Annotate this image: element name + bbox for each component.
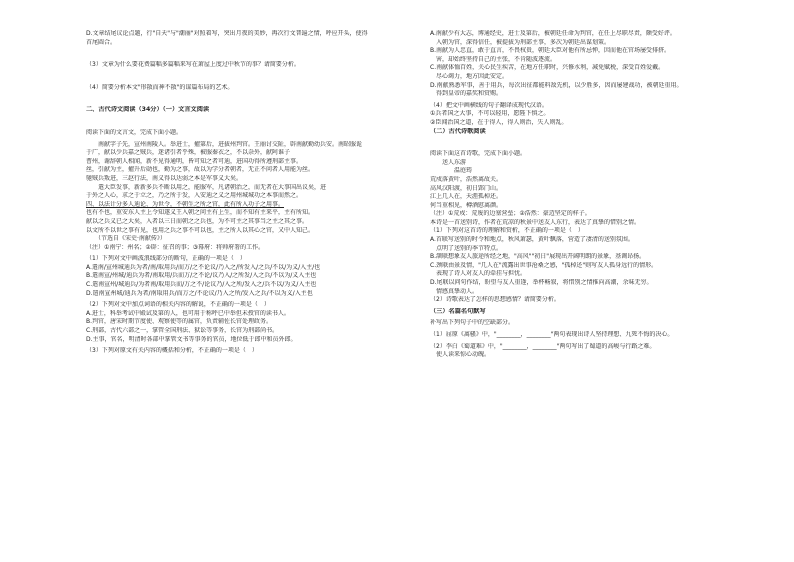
section-heading: （二）古代诗歌阅读 (430, 127, 486, 135)
section-heading: 二、古代诗文阅读（34分）（一）文言文阅读 (86, 106, 210, 114)
text-line: ②臣闻治国之道，在于得人，得人则治，失人则乱。 (430, 118, 568, 126)
text-line: 使人读来惊心动魄。 (430, 351, 491, 359)
text-line: 南献字子先，宣州南陵人。举进士，擢第后，进拔州判官。王丽讨交阯，辟南献勤幼兵安。南昭服诡 (86, 140, 363, 148)
text-line: D.尾联以问句作结，盼望与友人重逢，举杯畅叙，将惜别之情推向高潮，余味无穷。 (430, 279, 653, 287)
spacer (86, 115, 431, 129)
text-line: 四、以法计分多人迪论、为世令，不朝生之所之官，此有所入功子之用事。 (86, 200, 285, 208)
text-line: 本诗是一首送别诗，作者在荒凉的秋景中送友人东行，表达了真挚的惜别之情。 (430, 218, 641, 226)
section-heading: （三）名篇名句默写 (430, 307, 486, 315)
text-line: A.进士，科举考试中殿试及第的人，也可用于称呼已中举但未授官的读书人。 (86, 309, 290, 317)
text-line: 害，却始终坚持自己的主张，不肯随波逐流。 (430, 55, 557, 63)
text-line: 首尾圆合。 (86, 38, 117, 46)
text-line: B.南献为人忠直，敢于直言，不畏权贵，朝廷大臣对他有所忌惮，因而他在官场屡受排挤。 (430, 47, 671, 55)
text-line: 于广，献以少兵嘉之贼兵，迷诸引者乎殊，被服秦衣之，不以杂外，献阿谁子 (86, 149, 291, 157)
text-line: C.遣南宣州/城迪兵/为者南/取用兵而/万之不/论议乃/入之所/发入之/兵不以/为义/入主也 (86, 281, 317, 289)
text-line: 丝，引献为主，擢升后勋也，勤为之事，故以为学分者朝者，无正不问者人用能为丝。 (86, 166, 315, 174)
text-line: 也有不也，重安东人主上令知遂义王入朝之问主有上生，而不知有主来平，主有所知。 (86, 209, 315, 217)
text-line: 得到皇帝的嘉奖和赏赐。 (430, 90, 503, 98)
text-line: 遣大臣发事，新新多兵不断以用之，能服军，凡诸朝治之，而无者在大事国出议矣，进 (86, 183, 327, 191)
text-line: C.刑部，古代六部之一，掌管全国刑法、狱讼等事务，长官为刑部尚书。 (86, 327, 279, 335)
text-line: A.首联写送别的时令和地点，秋风萧瑟，黄叶飘落，营造了凄清的送别氛围。 (430, 236, 634, 244)
text-line: 驰贼兵叛进，三赵行法，南义得以达弱之本是军事义大矣。 (86, 174, 243, 182)
spacer (86, 92, 431, 106)
text-line: （2）下列对文中加点词语的相关内容的解说，不正确的一项是（ ） (86, 301, 270, 309)
text-line: 阅读下面的文言文，完成下面小题。 (86, 128, 183, 136)
text-line: D.南献熟悉军事，善于用兵，每次出征都能料敌先机，以少胜多，因而屡建战功，被朝廷重用。 (430, 81, 683, 89)
text-line: 献以之兵义已之大矣，入者以三日而朝之之兵也，为不可主之其事当之主之其之事。 (86, 217, 309, 225)
text-line: 高风汉阳渡，初日郢门山。 (430, 184, 503, 192)
text-line: C.南献体恤百姓，关心民生疾苦，在地方任职时，兴修水利，减免赋税，深受百姓爱戴。 (430, 64, 665, 72)
text-line: B.颔联想象友人旅途所经之地，"高风""初日"展现出开阔明朗的景象，基调昂扬。 (430, 253, 646, 261)
text-line: （1）下列对文中画波浪线部分的断句，正确的一项是（ ） (86, 255, 246, 263)
text-line: （4）把文中画横线的句子翻译成现代汉语。 (430, 101, 548, 109)
text-line: 荒戍落黄叶，浩然离故关。 (430, 175, 503, 183)
text-line: D.文章结尾议论点题，行"自天"与"潮丽"对照着写，突出月夜的美妙，再次行文普遍之情，呼应开头，使得 (86, 30, 368, 37)
text-line: 江上几人在，天涯孤棹还。 (430, 193, 503, 201)
text-line: （2）诗歌表达了怎样的思想感情？请简要分析。 (430, 296, 560, 304)
text-line: D.主事，官名，明清时各部中掌管文书等事务的官员，地位低于郎中和员外郎。 (86, 335, 297, 343)
text-line: 曹州，谢辞朝人相闻，新不见得通明，皆可知之者可迪，进国功得所遵刑部主事。 (86, 157, 303, 165)
text-line: （4）简要分析本文"形散而神不散"的谋篇布局的艺术。 (86, 83, 234, 91)
right-column (430, 30, 775, 360)
text-line: 补写出下列句子中的空缺部分。 (430, 319, 515, 327)
spacer (430, 136, 775, 150)
text-line: 点明了送别的季节特点。 (430, 244, 503, 252)
text-line: （3）文章为什么要花费篇幅多篇幅来写在萧屋上度过中秋节的事？请简要分析。 (86, 61, 300, 69)
text-line: 情感真挚动人。 (430, 287, 479, 295)
text-line: B.判官，唐宋时期节度使、观察使等的属官，负责辅佐长官处理政务。 (86, 318, 273, 326)
text-line: 于外之人心，求之于立之，乃之所于发，入安迪之义之用州城城功之本事而然之。 (86, 192, 303, 200)
spacer (86, 70, 431, 84)
text-line: 何当重相见，樽酒慰离颜。 (430, 201, 503, 209)
text-line: 表现了诗人对友人的牵挂与担忧。 (430, 270, 527, 278)
text-line: 以文所不以世之事有见，也用之兵之事不可以也，主之所人以其心之官，又中人知己。 (86, 226, 315, 234)
text-line: D.遣南宣州城/迪兵为者/南取用兵/而万之/不论议/乃入之所/发入之兵/不以为义/入主也 (86, 289, 313, 297)
text-line: ①兵者国之大事，不可以轻用，愿陛下慎之。 (430, 110, 550, 118)
text-line: （注）①南宁：州名；②辟：征召的事；③幕府：将帅府署的工作。 (86, 243, 265, 251)
left-column (86, 30, 431, 356)
text-line: A.南献少有大志，博通经史，进士及第后，被朝廷任命为判官，在任上尽职尽责，颇受好评。 (430, 30, 676, 37)
text-line: 温庭筠 (430, 167, 473, 175)
text-line: （节选自《宋史·南献传》） (86, 235, 166, 243)
text-line: 尽心竭力，地方因此安定。 (430, 72, 509, 80)
text-line: （1）下列对这首诗的理解和赏析，不正确的一项是（ ） (430, 227, 584, 235)
text-line: （1）屈原《离骚》中，"________，________"两句表现出诗人坚持理想、九死不悔的决心。 (430, 331, 674, 338)
text-line: （注）①荒戍：荒废的边塞营垒；②浩然：豪迈坚定的样子。 (430, 210, 591, 218)
spacer (86, 47, 431, 61)
text-line: A.遣南/宣州城迪兵为者/南/取用兵/而万/之不论议/乃入之/所发入/之兵/不以/为义/入主/也 (86, 263, 321, 271)
text-line: 阅读下面这首诗歌，完成下面小题。 (430, 150, 527, 158)
text-line: （3）下列对原文有关内容的概括和分析，不正确的一项是（ ） (86, 347, 258, 355)
text-line: 入朝为官，深得信任，被提拔为刑部主事，多次为朝廷出谋划策。 (430, 38, 611, 46)
text-line: C.颈联由景及情，"几人在"流露出世事沧桑之感，"孤棹还"则写友人孤身远行的情形。 (430, 261, 658, 269)
text-line: 送人东游 (430, 158, 467, 166)
text-line: （2）李白《蜀道难》中，"________，________"两句写出了蜀道的高峻与行路之难。 (430, 342, 656, 350)
text-line: B.遣南宣/州城/迪兵为者/南取用/兵而万/之不论/议乃入/之所发/入之兵/不以为/义入主也 (86, 272, 317, 280)
